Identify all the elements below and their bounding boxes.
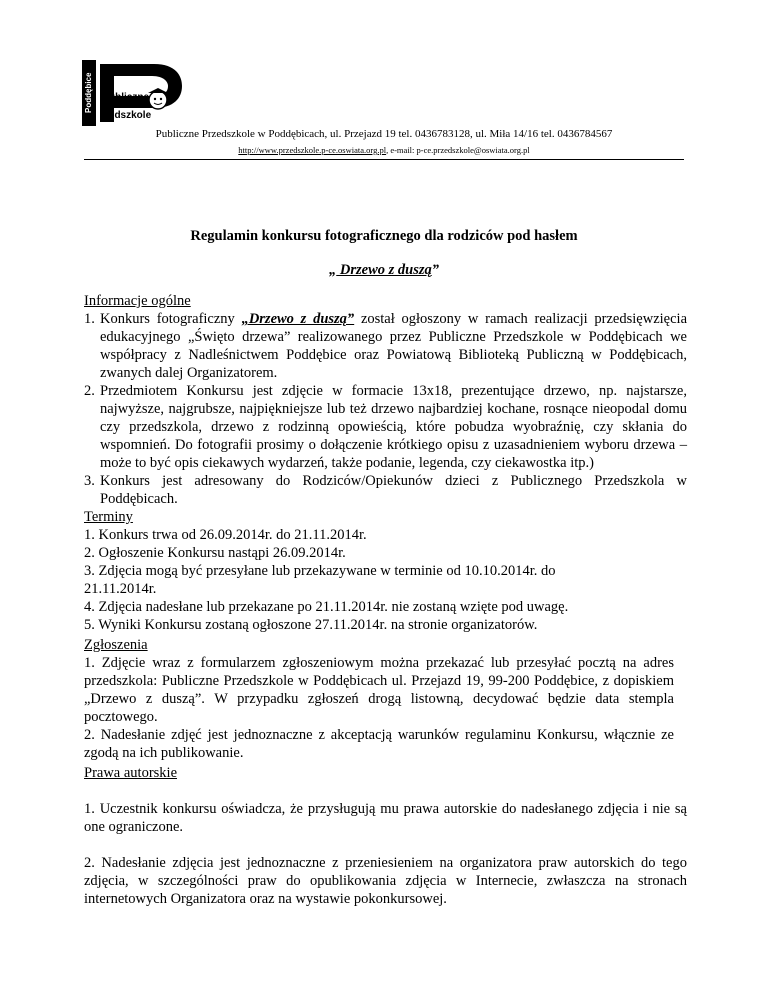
website-link[interactable]: http://www.przedszkole.p-ce.oswiata.org.pl xyxy=(238,145,387,155)
section-copyright xyxy=(84,764,687,908)
contact-line xyxy=(0,145,768,155)
subtitle-open-quote: „ xyxy=(329,262,337,278)
section-terms xyxy=(84,508,687,634)
copyright-paragraph: 2. Nadesłanie zdjęcia jest jednoznaczne z przeniesieniem na organizatora praw autorskich do tego zdjęcia, w szczególności praw do opublikowania zdjęcia w Internecie, zwłaszcza na stronach internetowych Organizatora oraz na wystawie pokonkursowej. xyxy=(84,855,687,907)
item-text xyxy=(100,310,687,382)
list-item xyxy=(84,472,687,508)
entries-paragraph: 1. Zdjęcie wraz z formularzem zgłoszeniowym można przekazać lub przesyłać pocztą na adres przedszkola: Publiczne Przedszkole w Poddębicach ul. Przejazd 19, 99-200 Poddębice, z dopiskiem „Drzewo z duszą”. W przypadku zgłoszeń drogą listowną, decydować będzie data stempla pocztowego. xyxy=(84,655,674,725)
entries-paragraph: 2. Nadesłanie zdjęć jest jednoznaczne z akceptacją warunków regulaminu Konkursu, włącznie ze zgodą na ich publikowanie. xyxy=(84,727,674,761)
copyright-paragraph: 1. Uczestnik konkursu oświadcza, że przysługują mu prawa autorskie do nadesłanego zdjęcia i nie są one ograniczone. xyxy=(84,801,687,835)
item-text: Przedmiotem Konkursu jest zdjęcie w formacie 13x18, prezentujące drzewo, np. najstarsze, najwyższe, najgrubsze, najpiękniejsze lub też drzewo najbardziej kochane, rosnące nieopodal domu czy przedszkola, drzewo z rodzinną opowieścią, które pobudza wyobraźnię, czy skłania do wspomnień. Do fotografii prosimy o dołączenie krótkiego opisu z uzasadnieniem wyboru drzewa – może to być opis ciekawych wydarzeń, także podanie, legenda, czy ciekawostka itp.) xyxy=(100,383,687,471)
section-heading: Prawa autorskie xyxy=(84,765,178,781)
list-item xyxy=(84,310,687,382)
address-line: Publiczne Przedszkole w Poddębicach, ul. Przejazd 19 tel. 0436783128, ul. Miła 14/16 tel. 0436784567 xyxy=(155,128,613,140)
subtitle-close-quote: ” xyxy=(431,262,439,278)
terms-line: 2. Ogłoszenie Konkursu nastąpi 26.09.2014r. xyxy=(84,545,346,561)
terms-line: 1. Konkurs trwa od 26.09.2014r. do 21.11.2014r. xyxy=(84,527,367,543)
list-item xyxy=(84,382,687,472)
logo-text-line1: ubliczne xyxy=(109,92,150,103)
terms-line: 4. Zdjęcia nadesłane lub przekazane po 21.11.2014r. nie zostaną wzięte pod uwagę. xyxy=(84,599,569,615)
document-title: Regulamin konkursu fotograficznego dla rodziców pod hasłem xyxy=(190,228,578,244)
item-number: 3. xyxy=(84,473,95,489)
section-heading: Informacje ogólne xyxy=(84,293,191,309)
item-number: 1. xyxy=(84,311,95,327)
section-heading: Terminy xyxy=(84,509,133,525)
item-number: 2. xyxy=(84,383,95,399)
contest-name: „Drzewo z duszą” xyxy=(241,311,355,327)
section-entries xyxy=(84,636,687,762)
item-text-post: został ogłoszony w ramach realizacji przedsięwzięcia edukacyjnego „Święto drzewa” realizowanego przez Publiczne Przedszkole w Poddębicach we współpracy z Nadleśnictwem Poddębice oraz Powiatową Biblioteką Publiczną w Poddębicach, zwanych dalej Organizatorem. xyxy=(100,311,687,381)
logo-text-line2: rzedszkole xyxy=(100,110,152,121)
email-text: , e-mail: p-ce.przedszkole@oswiata.org.pl xyxy=(386,145,530,155)
section-heading: Zgłoszenia xyxy=(84,637,148,653)
document-subtitle xyxy=(0,262,768,279)
logo-vertical-text: Poddębice xyxy=(82,60,96,126)
item-text-pre: Konkurs fotograficzny xyxy=(100,311,242,327)
item-text: Konkurs jest adresowany do Rodziców/Opiekunów dzieci z Publicznego Przedszkola w Poddębicach. xyxy=(100,473,687,507)
header-divider xyxy=(84,159,684,160)
terms-line: 5. Wyniki Konkursu zostaną ogłoszone 27.11.2014r. na stronie organizatorów. xyxy=(84,617,538,633)
section-general xyxy=(84,292,687,508)
subtitle-name: Drzewo z duszą xyxy=(336,262,432,278)
general-list xyxy=(84,310,687,508)
terms-line: 3. Zdjęcia mogą być przesyłane lub przekazywane w terminie od 10.10.2014r. do 21.11.2014r. xyxy=(84,563,556,597)
